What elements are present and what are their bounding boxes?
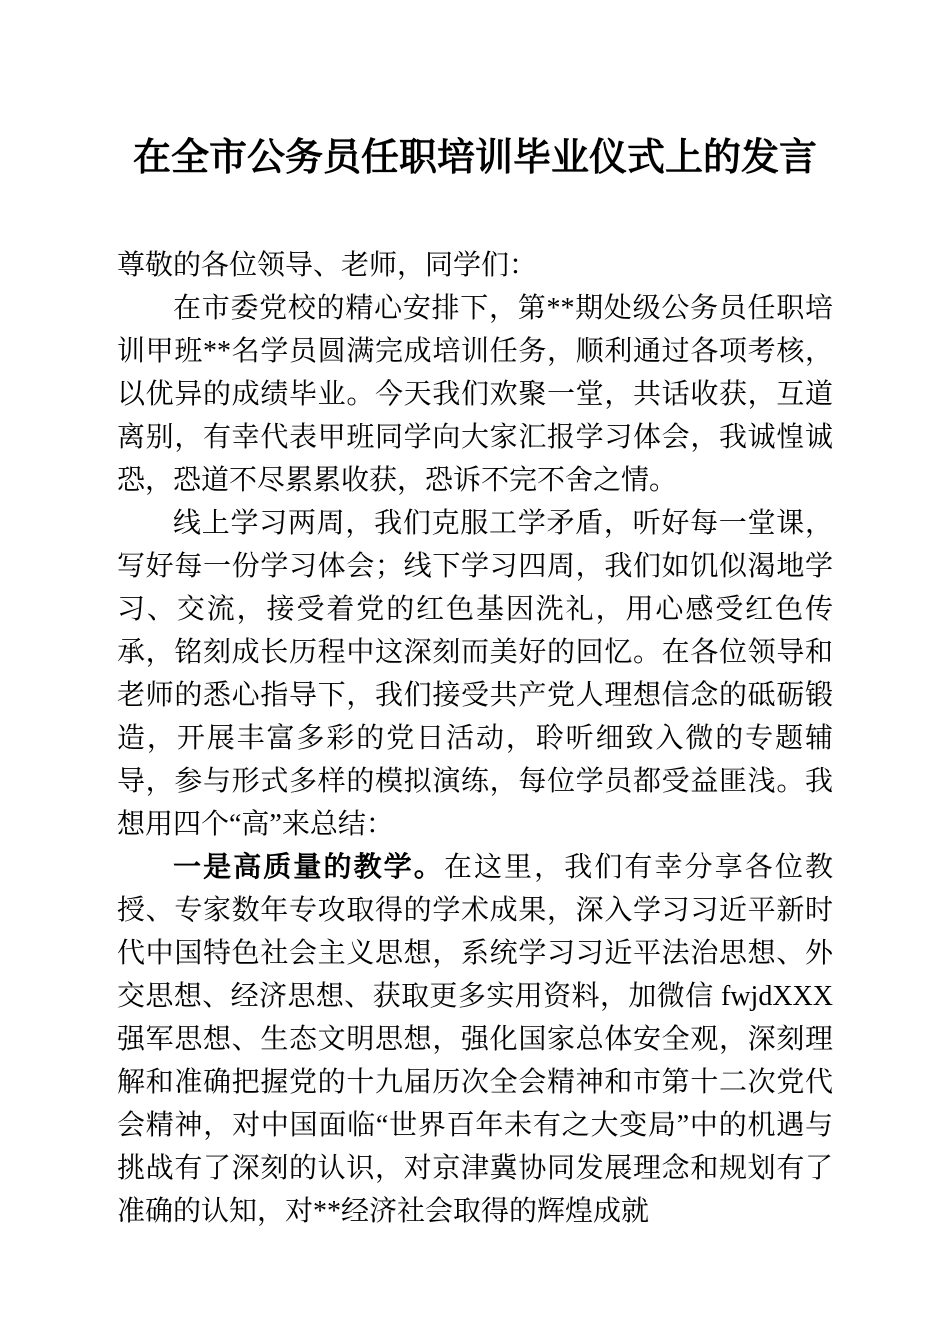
document-title: 在全市公务员任职培训毕业仪式上的发言 <box>132 137 817 179</box>
paragraph-text: 线上学习两周，我们克服工学矛盾，听好每一堂课，写好每一份学习体会；线下学习四周，我们如饥似渴地学习、交流，接受着党的红色基因洗礼，用心感受红色传承，铭刻成长历程中这深刻而美好的回忆。在各位领导和老师的悉心指导下，我们接受共产党人理想信念的砥砺锻造，开展丰富多彩的党日活动，聆听细致入微的专题辅导，参与形式多样的模拟演练，每位学员都受益匪浅。我想用四个“高”来总结： <box>117 508 833 840</box>
paragraph <box>117 502 833 846</box>
paragraph <box>117 846 833 1233</box>
paragraph-text: 在市委党校的精心安排下，第**期处级公务员任职培训甲班**名学员圆满完成培训任务，顺利通过各项考核，以优异的成绩毕业。今天我们欢聚一堂，共话收获，互道离别，有幸代表甲班同学向大家汇报学习体会，我诚惶诚恐，恐道不尽累累收获，恐诉不完不舍之情。 <box>117 293 833 496</box>
document-body <box>117 244 833 1233</box>
salutation-line: 尊敬的各位领导、老师，同学们： <box>117 250 538 281</box>
paragraph <box>117 287 833 502</box>
paragraph-text: 在这里，我们有幸分享各位教授、专家数年专攻取得的学术成果，深入学习习近平新时代中国特色社会主义思想，系统学习习近平法治思想、外交思想、经济思想、获取更多实用资料，加微信 fwjdXXX 强军思想、生态文明思想，强化国家总体安全观，深刻理解和准确把握党的十九届历次全会精神和市第十二次党代会精神，对中国面临“世界百年未有之大变局”中的机遇与挑战有了深刻的认识，对京津冀协同发展理念和规划有了准确的认知，对**经济社会取得的辉煌成就 <box>117 852 833 1227</box>
paragraph-bold-lead: 一是高质量的教学。 <box>173 852 444 883</box>
